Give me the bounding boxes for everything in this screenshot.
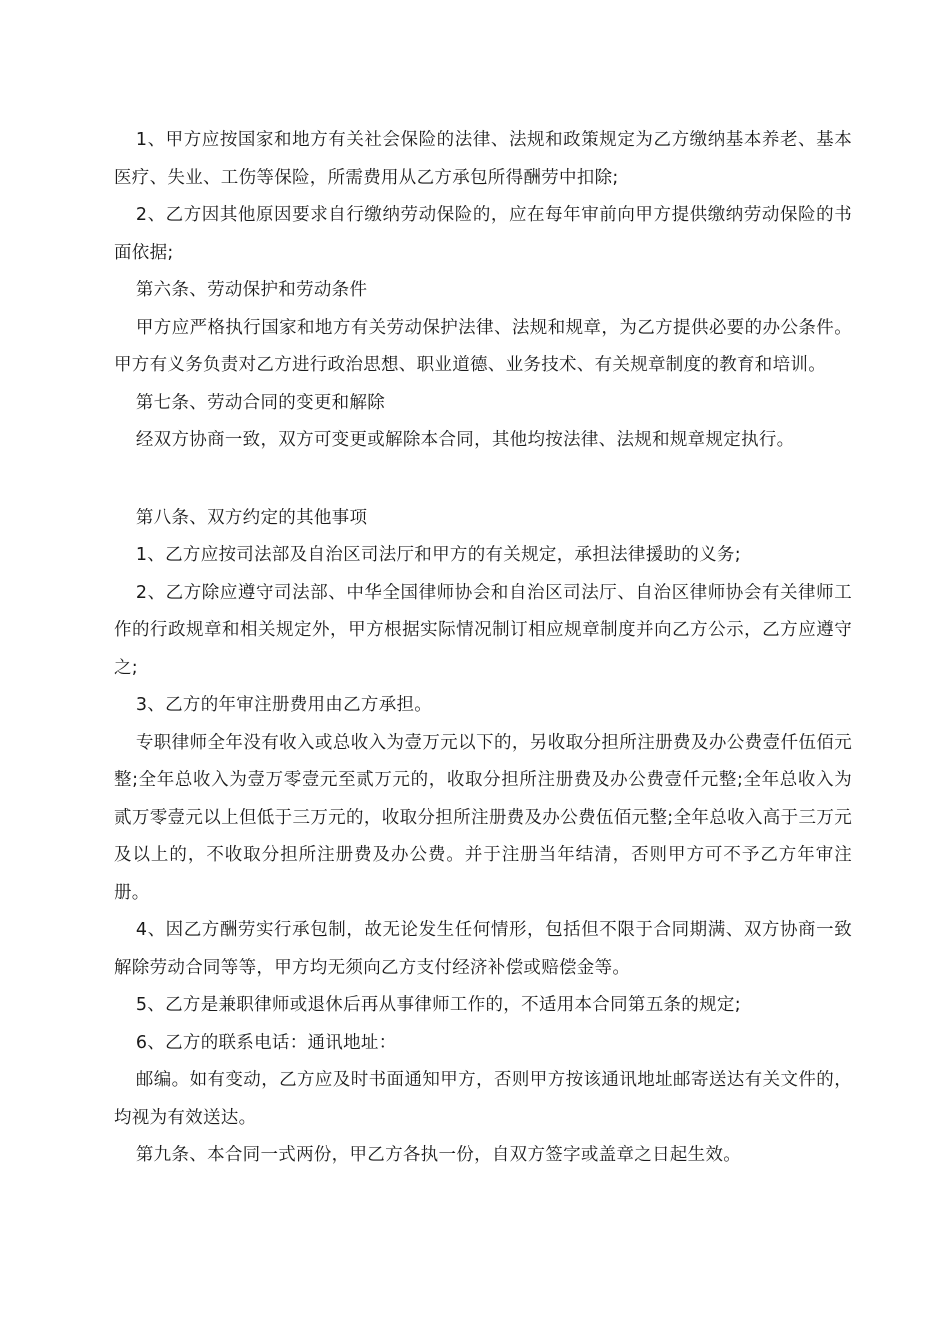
article-8-item-3: 3、乙方的年审注册费用由乙方承担。 [135,695,433,715]
article-9: 第九条、本合同一式两份，甲乙方各执一份，自双方签字或盖章之日起生效。 [135,1145,742,1165]
paragraph-insurance-2: 2、乙方因其他原因要求自行缴纳劳动保险的，应在每年审前向甲方提供缴纳劳动保险的书面依据; [114,205,852,263]
article-7-heading: 第七条、劳动合同的变更和解除 [135,392,386,413]
article-8-address-note: 邮编。如有变动，乙方应及时书面通知甲方，否则甲方按该通讯地址邮寄送达有关文件的，均视为有效送达。 [114,1070,852,1128]
article-8-fee-details: 专职律师全年没有收入或总收入为壹万元以下的，另收取分担所注册费及办公费壹仟伍佰元整;全年总收入为壹万零壹元至贰万元的，收取分担所注册费及办公费壹仟元整;全年总收入为贰万零壹元以上但低于三万元的，收取分担所注册费及办公费伍佰元整;全年总收入高于三万元及以上的，不收取分担所注册费及办公费。并于注册当年结清，否则甲方可不予乙方年审注册。 [114,732,852,903]
article-6-heading: 第六条、劳动保护和劳动条件 [135,280,368,300]
article-8-item-1: 1、乙方应按司法部及自治区司法厅和甲方的有关规定，承担法律援助的义务; [135,545,741,565]
paragraph-insurance-1: 1、甲方应按国家和地方有关社会保险的法律、法规和政策规定为乙方缴纳基本养老、基本医疗、失业、工伤等保险，所需费用从乙方承包所得酬劳中扣除; [114,130,852,188]
article-8-item-5: 5、乙方是兼职律师或退休后再从事律师工作的，不适用本合同第五条的规定; [135,995,741,1015]
article-8-item-4: 4、因乙方酬劳实行承包制，故无论发生任何情形，包括但不限于合同期满、双方协商一致解除劳动合同等等，甲方均无须向乙方支付经济补偿或赔偿金等。 [114,920,852,978]
document-body [114,122,852,1175]
article-6-body: 甲方应严格执行国家和地方有关劳动保护法律、法规和规章，为乙方提供必要的办公条件。甲方有义务负责对乙方进行政治思想、职业道德、业务技术、有关规章制度的教育和培训。 [114,317,852,375]
article-8-item-2: 2、乙方除应遵守司法部、中华全国律师协会和自治区司法厅、自治区律师协会有关律师工作的行政规章和相关规定外，甲方根据实际情况制订相应规章制度并向乙方公示，乙方应遵守之; [114,582,852,678]
article-8-heading: 第八条、双方约定的其他事项 [135,507,368,528]
section-spacer [114,460,852,500]
article-8-item-6: 6、乙方的联系电话：通讯地址： [135,1032,397,1053]
article-7-body: 经双方协商一致，双方可变更或解除本合同，其他均按法律、法规和规章规定执行。 [135,430,795,450]
